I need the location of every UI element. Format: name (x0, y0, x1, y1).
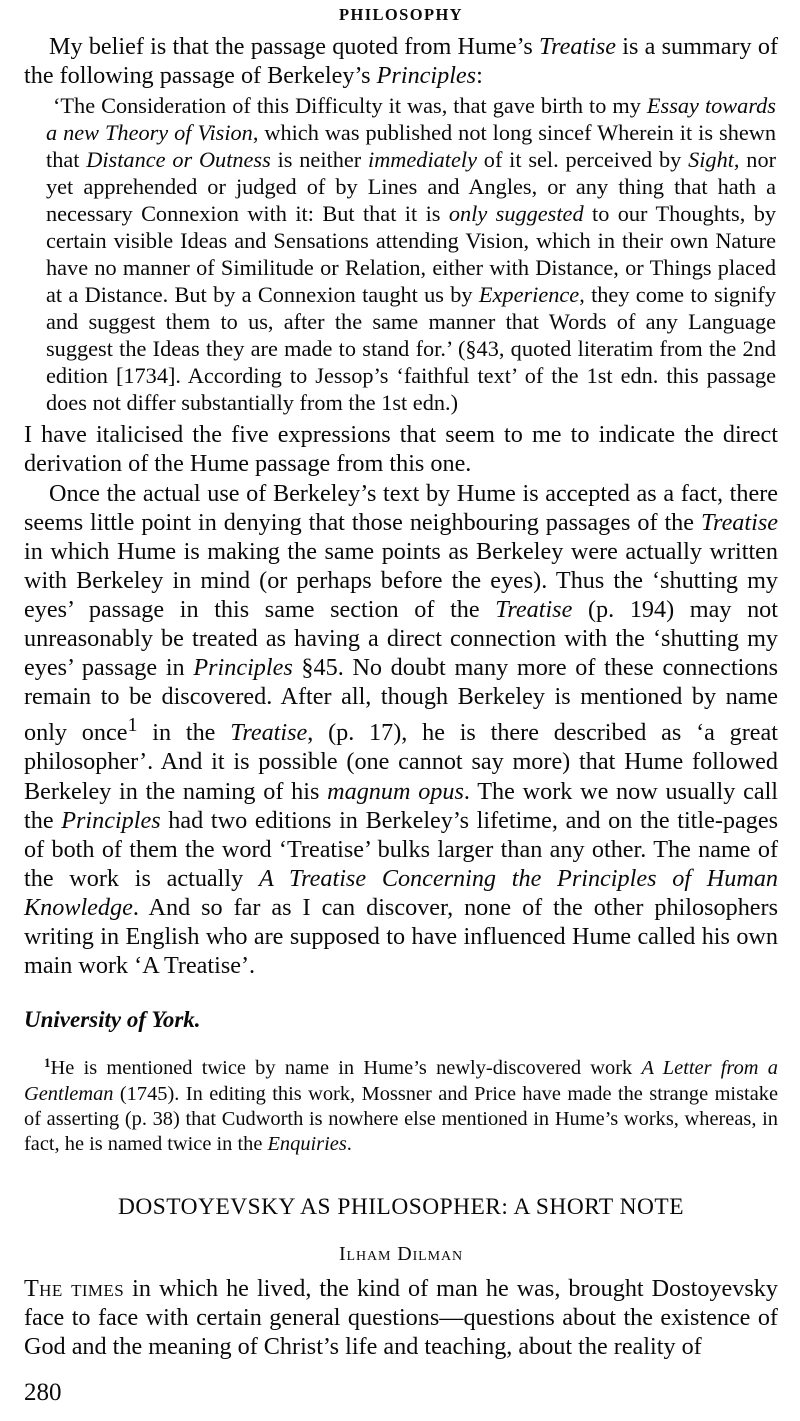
footnote-italic-a-letter-from-a-gentleman: A Letter from a Gentleman (24, 1057, 778, 1105)
par3-italic-treatise-1: Treatise (700, 508, 778, 536)
par3-text-4: §45. No doubt many more of these connections remain to be discovered. After all, though Berkeley is mentioned by name only once (24, 654, 778, 747)
quote-italic-distance-or-outness: Distance or Outness (86, 147, 271, 173)
footnote-text-1: He is mentioned twice by name in Hume’s newly-discovered work (50, 1057, 642, 1080)
par3-text-2: in which Hume is making the same points as Berkeley were actually written with Berkeley in mind (or perhaps before the eyes). Thus the ‘shutting my eyes’ passage in this same section of the (24, 537, 778, 623)
par3-italic-treatise-concerning: A Treatise Concerning the Principles of Human Knowledge (24, 864, 779, 921)
byline-body-spacer (24, 1266, 778, 1274)
article-title: DOSTOYEVSKY AS PHILOSOPHER: A SHORT NOTE (118, 1193, 684, 1220)
paragraph-italicised-expressions: I have italicised the five expressions that seem to me to indicate the direct derivation of the Hume passage from this one. (24, 421, 778, 478)
par3-text-6: , (p. 17), he is there described as ‘a great philosopher’. And it is possible (one cannot say more) that Hume followed Berkeley in the naming of his (24, 719, 778, 805)
quote-text-6: to our Thoughts, by certain visible Ideas and Sensations attending Vision, which in their own Nature have no manner of Similitude or Relation, either with Distance, or Things placed at a Distance. But by a Connexion taught us by (46, 201, 776, 308)
footnote-text-3: . (346, 1133, 352, 1156)
par1-text-2: is a summary of the following passage of Berkeley’s (24, 33, 778, 90)
par3-text-1: Once the actual use of Berkeley’s text by Hume is accepted as a fact, there seems little point in denying that those neighbouring passages of the (24, 479, 778, 536)
par3-italic-treatise-2: Treatise (495, 595, 573, 623)
author-affiliation: University of York. (24, 1007, 201, 1033)
par1-text-1: My belief is that the passage quoted from Hume’s (49, 33, 539, 61)
footnote-italic-enquiries: Enquiries (267, 1133, 347, 1156)
par3-text-5: in the (137, 719, 231, 747)
quote-text-7: , they come to signify and suggest them to us, after the same manner that Words of any Language suggest the Ideas they are made to stand for.’ (§43, quoted literatim from the 2nd edition [1734]. According to Jessop’s ‘faithful text’ of the 1st edn. this passage does not differ substantially from the 1st edn.) (46, 282, 776, 416)
quote-text-5: , nor yet apprehended or judged of by Lines and Angles, or any thing that hath a necessary Connexion with it: But that it is (46, 147, 777, 227)
quote-italic-only-suggested: only suggested (448, 201, 584, 227)
quote-text-2: , which was published not long sincef Wherein it is shewn that (46, 120, 776, 173)
paragraph-dostoyevsky-opening (24, 1274, 778, 1361)
par3-italic-principles-1: Principles (193, 654, 293, 682)
quote-text-3: is neither (270, 147, 368, 173)
section-spacer (24, 1158, 778, 1194)
quote-text-1: ‘The Consideration of this Difficulty it was, that gave birth to my (53, 93, 647, 119)
page-number: 280 (24, 1379, 62, 1406)
journal-page (0, 6, 800, 1421)
quote-text-4: of it sel. perceived by (476, 147, 689, 173)
par3-text-8: had two editions in Berkeley’s lifetime, and on the title-pages of both of them the word ‘Treatise’ bulks larger than any other. The name of the work is actually (24, 806, 778, 892)
paragraph-my-belief (24, 32, 778, 90)
title-byline-spacer (24, 1221, 778, 1243)
par3-text-7: . The work we now usually call the (24, 777, 779, 834)
par3-italic-principles-2: Principles (61, 806, 161, 834)
footnote-1 (24, 1056, 778, 1158)
block-quotation-berkeley (24, 92, 778, 416)
par3-italic-treatise-3: Treatise (230, 719, 308, 747)
quote-italic-sight: Sight (688, 147, 734, 173)
par3-text-3: (p. 194) may not unreasonably be treated as having a direct connection with the ‘shutting my eyes’ passage in (24, 595, 778, 682)
par3-text-9: . And so far as I can discover, none of the other philosophers writing in English who are supposed to have influenced Hume called his own main work ‘A Treatise’. (24, 893, 778, 980)
opening-body-text: in which he lived, the kind of man he was, brought Dostoyevsky face to face with certain general questions—questions about the existence of God and the meaning of Christ’s life and teaching, about the reality of (24, 1274, 778, 1360)
quote-italic-immediately: immediately (368, 147, 477, 173)
article-byline: Ilham Dilman (338, 1242, 463, 1265)
par1-text-3: : (476, 62, 483, 90)
footnote-reference-marker[interactable]: 1 (127, 714, 138, 737)
paragraph-once-actual-use (24, 479, 778, 981)
par1-italic-treatise: Treatise (538, 33, 617, 61)
opening-smallcaps: The times (24, 1274, 125, 1302)
par3-italic-magnum-opus: magnum opus (327, 777, 464, 805)
quote-italic-essay-theory-of-vision: Essay towards a new Theory of Vision (46, 93, 776, 146)
footnote-number: 1 (44, 1055, 51, 1071)
footnote-text-2: (1745). In editing this work, Mossner and Price have made the strange mistake of asserting (p. 38) that Cudworth is nowhere else mentioned in Hume’s works, whereas, in fact, he is named twice in the (24, 1082, 778, 1156)
par1-italic-principles: Principles (376, 62, 477, 90)
running-head: PHILOSOPHY (338, 5, 463, 24)
quote-italic-experience: Experience (478, 282, 580, 308)
